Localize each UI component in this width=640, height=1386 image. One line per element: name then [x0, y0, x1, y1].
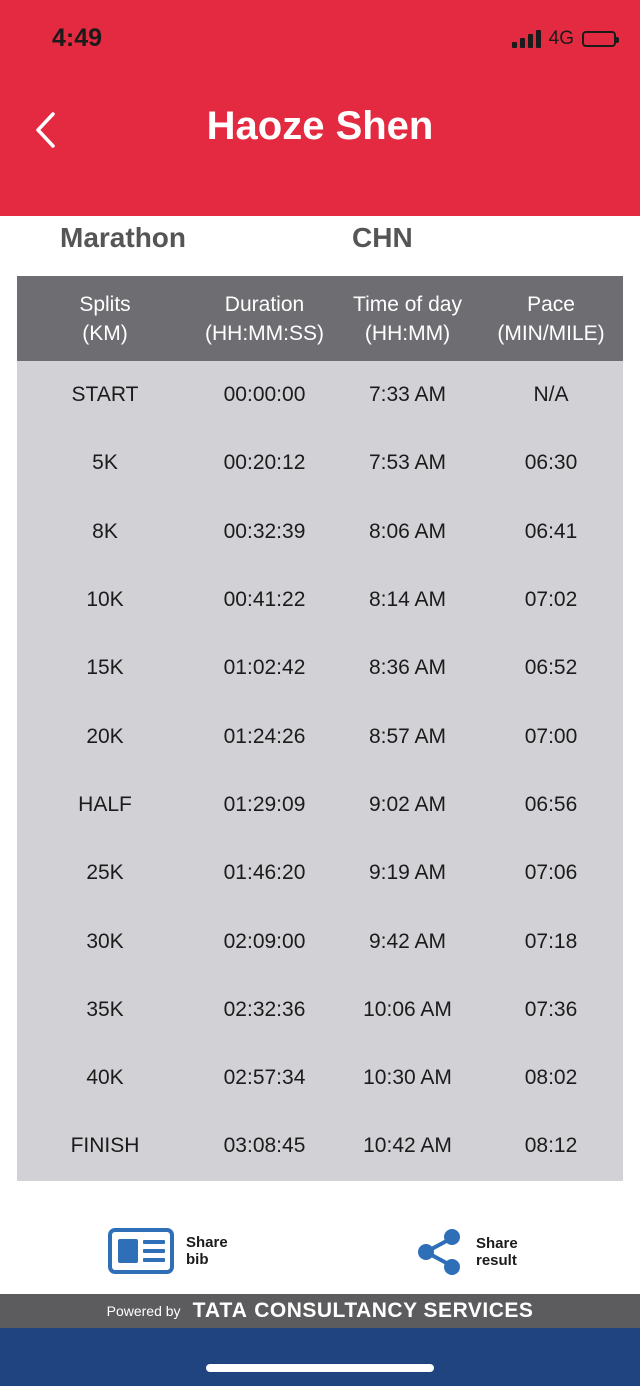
- time-cell: 8:06 AM: [368, 519, 447, 543]
- duration-cell: 00:00:00: [223, 383, 306, 407]
- split-cell: START: [71, 383, 139, 407]
- page-title: Haoze Shen: [206, 104, 434, 148]
- network-type: 4G: [548, 28, 574, 49]
- pace-cell: 07:18: [524, 929, 578, 953]
- table-row: [17, 634, 623, 702]
- pace-cell: 08:02: [524, 1066, 578, 1090]
- country-label: CHN: [352, 222, 413, 253]
- share-bib-button[interactable]: [108, 1228, 228, 1274]
- time-cell: 10:30 AM: [363, 1066, 452, 1090]
- table-row: [17, 361, 623, 429]
- share-result-label: Share result: [476, 1235, 518, 1269]
- time-cell: 9:19 AM: [368, 861, 447, 885]
- table-row: [17, 702, 623, 770]
- pace-cell: 06:41: [524, 519, 578, 543]
- status-indicators: [512, 28, 616, 50]
- time-cell: 8:36 AM: [368, 656, 447, 680]
- split-cell: HALF: [78, 792, 132, 816]
- split-cell: 8K: [92, 519, 118, 543]
- pace-cell: N/A: [533, 383, 569, 407]
- duration-cell: 01:02:42: [223, 656, 306, 680]
- id-card-icon: [108, 1228, 174, 1274]
- time-cell: 10:06 AM: [363, 997, 452, 1021]
- signal-icon: [512, 30, 541, 48]
- time-cell: 10:42 AM: [363, 1134, 452, 1158]
- duration-cell: 00:20:12: [223, 451, 306, 475]
- pace-cell: 07:00: [524, 724, 578, 748]
- pace-cell: 07:06: [524, 861, 578, 885]
- table-row: [17, 566, 623, 634]
- table-row: [17, 907, 623, 975]
- time-cell: 7:53 AM: [368, 451, 447, 475]
- table-row: [17, 1044, 623, 1112]
- pace-cell: 06:30: [524, 451, 578, 475]
- duration-cell: 01:24:26: [223, 724, 306, 748]
- header-pace: Pace (MIN/MILE): [497, 292, 605, 345]
- time-cell: 8:14 AM: [368, 588, 447, 612]
- duration-cell: 00:32:39: [223, 519, 306, 543]
- splits-table: [17, 276, 623, 1181]
- header-splits: Splits (KM): [79, 292, 131, 345]
- header-time-of-day: Time of day (HH:MM): [353, 292, 462, 345]
- split-cell: 35K: [86, 997, 124, 1021]
- table-row: [17, 976, 623, 1044]
- duration-cell: 03:08:45: [223, 1134, 306, 1158]
- duration-cell: 01:29:09: [223, 792, 306, 816]
- duration-cell: 02:57:34: [223, 1066, 306, 1090]
- pace-cell: 08:12: [524, 1134, 578, 1158]
- split-cell: 40K: [86, 1066, 124, 1090]
- table-row: [17, 1112, 623, 1180]
- powered-by-bar: [0, 1294, 640, 1328]
- pace-cell: 07:36: [524, 997, 578, 1021]
- duration-cell: 02:32:36: [223, 997, 306, 1021]
- sponsor-logo: TATA CONSULTANCY SERVICES: [192, 1299, 534, 1322]
- time-cell: 8:57 AM: [368, 724, 447, 748]
- powered-by-text: Powered by: [106, 1303, 181, 1319]
- duration-cell: 01:46:20: [223, 861, 306, 885]
- table-body: [17, 361, 623, 1181]
- header-duration: Duration (HH:MM:SS): [205, 292, 324, 345]
- share-bib-label: Share bib: [186, 1234, 228, 1268]
- split-cell: 5K: [92, 451, 118, 475]
- table-row: [17, 839, 623, 907]
- runner-summary: [0, 222, 640, 262]
- share-result-button[interactable]: [414, 1228, 518, 1276]
- table-row: [17, 771, 623, 839]
- split-cell: 25K: [86, 861, 124, 885]
- battery-icon: [582, 31, 616, 47]
- status-time: 4:49: [52, 24, 103, 52]
- pace-cell: 07:02: [524, 588, 578, 612]
- split-cell: 15K: [86, 656, 124, 680]
- pace-cell: 06:56: [524, 792, 578, 816]
- bottom-bar: [0, 1328, 640, 1386]
- duration-cell: 00:41:22: [223, 588, 306, 612]
- split-cell: 30K: [86, 929, 124, 953]
- event-label: Marathon: [60, 222, 186, 253]
- home-indicator[interactable]: [206, 1364, 434, 1372]
- time-cell: 7:33 AM: [368, 383, 447, 407]
- time-cell: 9:02 AM: [368, 792, 447, 816]
- split-cell: 20K: [86, 724, 124, 748]
- duration-cell: 02:09:00: [223, 929, 306, 953]
- table-header: [17, 276, 623, 361]
- pace-cell: 06:52: [524, 656, 578, 680]
- time-cell: 9:42 AM: [368, 929, 447, 953]
- table-row: [17, 429, 623, 497]
- split-cell: FINISH: [70, 1134, 140, 1158]
- table-row: [17, 498, 623, 566]
- share-icon: [414, 1228, 464, 1276]
- app-header: [0, 0, 640, 216]
- share-actions: [0, 1214, 640, 1284]
- split-cell: 10K: [86, 588, 124, 612]
